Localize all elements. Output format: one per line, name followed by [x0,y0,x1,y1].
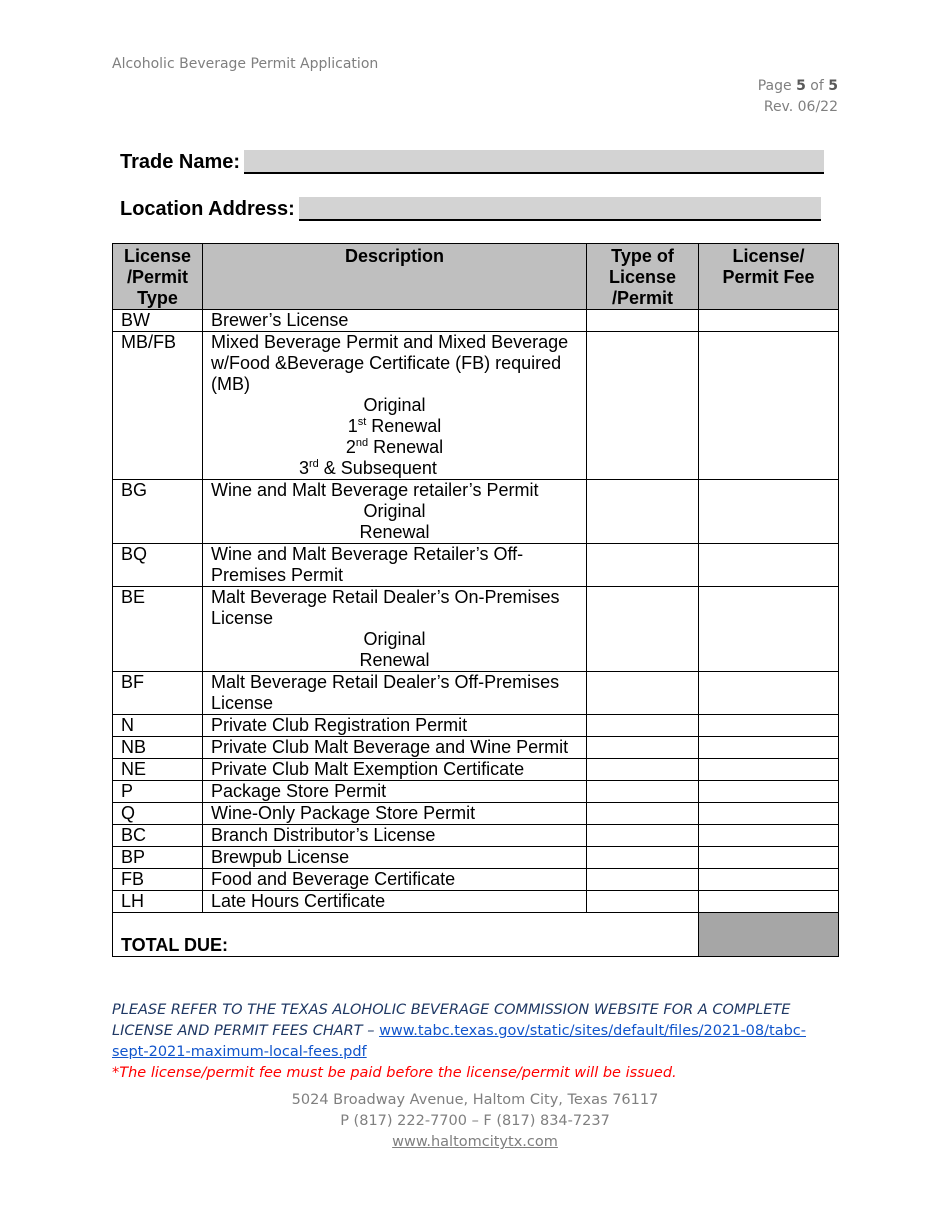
table-row [113,781,839,803]
permit-code: BQ [113,544,203,587]
option-original: Original [363,395,426,415]
footer [0,1090,950,1153]
table-row [113,759,839,781]
permit-description: Wine and Malt Beverage Retailer’s Off-Premises Permit [203,544,587,587]
option-renewal-1: 1st Renewal [347,416,442,436]
permit-code: BF [113,672,203,715]
permit-table [112,243,839,957]
type-of-cell[interactable] [587,310,699,332]
type-of-cell[interactable] [587,715,699,737]
type-of-cell[interactable] [587,847,699,869]
document-title: Alcoholic Beverage Permit Application [112,56,379,72]
permit-description: Malt Beverage Retail Dealer’s Off-Premises License [203,672,587,715]
permit-code: BP [113,847,203,869]
fee-cell[interactable] [699,737,839,759]
table-row [113,847,839,869]
table-row [113,587,839,672]
table-header-row [113,244,839,310]
fee-cell[interactable] [699,803,839,825]
col-header-fee: License/ Permit Fee [699,244,839,310]
payment-warning: *The license/permit fee must be paid before the license/permit will be issued. [112,1065,677,1081]
type-of-cell[interactable] [587,672,699,715]
location-address-input[interactable] [299,197,821,221]
permit-description: Late Hours Certificate [203,891,587,913]
fee-cell[interactable] [699,480,839,544]
location-address-label: Location Address: [120,198,295,220]
fees-note [112,1000,842,1084]
trade-name-field [120,150,824,174]
permit-code: Q [113,803,203,825]
total-due-cell[interactable] [699,913,839,957]
table-row [113,332,839,480]
permit-description: Package Store Permit [203,781,587,803]
permit-description: Wine and Malt Beverage retailer’s Permit Original Renewal [203,480,587,544]
permit-description: Brewpub License [203,847,587,869]
option-renewal: Renewal [359,522,430,542]
option-original: Original [363,501,426,521]
table-row [113,825,839,847]
footer-website-link[interactable]: www.haltomcitytx.com [392,1134,558,1150]
fee-cell[interactable] [699,310,839,332]
permit-description: Food and Beverage Certificate [203,869,587,891]
permit-description: Wine-Only Package Store Permit [203,803,587,825]
footer-phone: P (817) 222-7700 – F (817) 834-7237 [340,1113,610,1129]
permit-code: N [113,715,203,737]
page-info [758,76,838,118]
type-of-cell[interactable] [587,803,699,825]
table-row [113,869,839,891]
page-number: Page 5 of 5 [757,78,838,94]
type-of-cell[interactable] [587,332,699,480]
table-row [113,480,839,544]
permit-description: Private Club Malt Beverage and Wine Permit [203,737,587,759]
type-of-cell[interactable] [587,825,699,847]
total-row [113,913,839,957]
fee-cell[interactable] [699,672,839,715]
location-address-field [120,197,821,221]
type-of-cell[interactable] [587,480,699,544]
table-row [113,672,839,715]
col-header-type: License /Permit Type [113,244,203,310]
fee-cell[interactable] [699,544,839,587]
option-renewal-2: 2nd Renewal [345,437,444,457]
permit-code: BC [113,825,203,847]
col-header-description: Description [203,244,587,310]
table-row [113,891,839,913]
fees-chart-link[interactable]: www.tabc.texas.gov/static/sites/default/files/2021-08/tabc-sept-2021-maximum-local-fees.pdf [112,1023,806,1060]
permit-code: FB [113,869,203,891]
type-of-cell[interactable] [587,587,699,672]
table-row [113,715,839,737]
permit-description: Branch Distributor’s License [203,825,587,847]
permit-code: LH [113,891,203,913]
permit-code: BE [113,587,203,672]
type-of-cell[interactable] [587,544,699,587]
fee-cell[interactable] [699,759,839,781]
fee-cell[interactable] [699,869,839,891]
table-row [113,310,839,332]
permit-description: Malt Beverage Retail Dealer’s On-Premises License Original Renewal [203,587,587,672]
table-row [113,544,839,587]
permit-code: BG [113,480,203,544]
type-of-cell[interactable] [587,737,699,759]
table-row [113,737,839,759]
type-of-cell[interactable] [587,869,699,891]
permit-description: Private Club Registration Permit [203,715,587,737]
fees-note-text: PLEASE REFER TO THE TEXAS ALOHOLIC BEVERAGE COMMISSION WEBSITE FOR A COMPLETE LICENSE AND PERMIT FEES CHART – [112,1002,791,1039]
permit-code: P [113,781,203,803]
fee-cell[interactable] [699,587,839,672]
option-original: Original [363,629,426,649]
fee-cell[interactable] [699,781,839,803]
fee-cell[interactable] [699,825,839,847]
footer-address: 5024 Broadway Avenue, Haltom City, Texas 76117 [291,1092,659,1108]
trade-name-input[interactable] [244,150,824,174]
permit-description: Brewer’s License [203,310,587,332]
table-row [113,803,839,825]
permit-code: NB [113,737,203,759]
fee-cell[interactable] [699,332,839,480]
type-of-cell[interactable] [587,891,699,913]
permit-code: NE [113,759,203,781]
permit-code: MB/FB [113,332,203,480]
trade-name-label: Trade Name: [120,151,241,173]
option-renewal-3: 3rd & Subsequent [299,458,437,478]
option-renewal: Renewal [359,650,430,670]
type-of-cell[interactable] [587,781,699,803]
revision: Rev. 06/22 [763,99,838,115]
col-header-type-of: Type of License /Permit [587,244,699,310]
permit-description: Mixed Beverage Permit and Mixed Beverage w/Food &Beverage Certificate (FB) required (MB) Original 1st Renewal 2nd Renewal 3rd & Subsequent [203,332,587,480]
total-due-label: TOTAL DUE: [113,913,699,957]
fee-cell[interactable] [699,847,839,869]
fee-cell[interactable] [699,891,839,913]
permit-code: BW [113,310,203,332]
type-of-cell[interactable] [587,759,699,781]
fee-cell[interactable] [699,715,839,737]
permit-description: Private Club Malt Exemption Certificate [203,759,587,781]
